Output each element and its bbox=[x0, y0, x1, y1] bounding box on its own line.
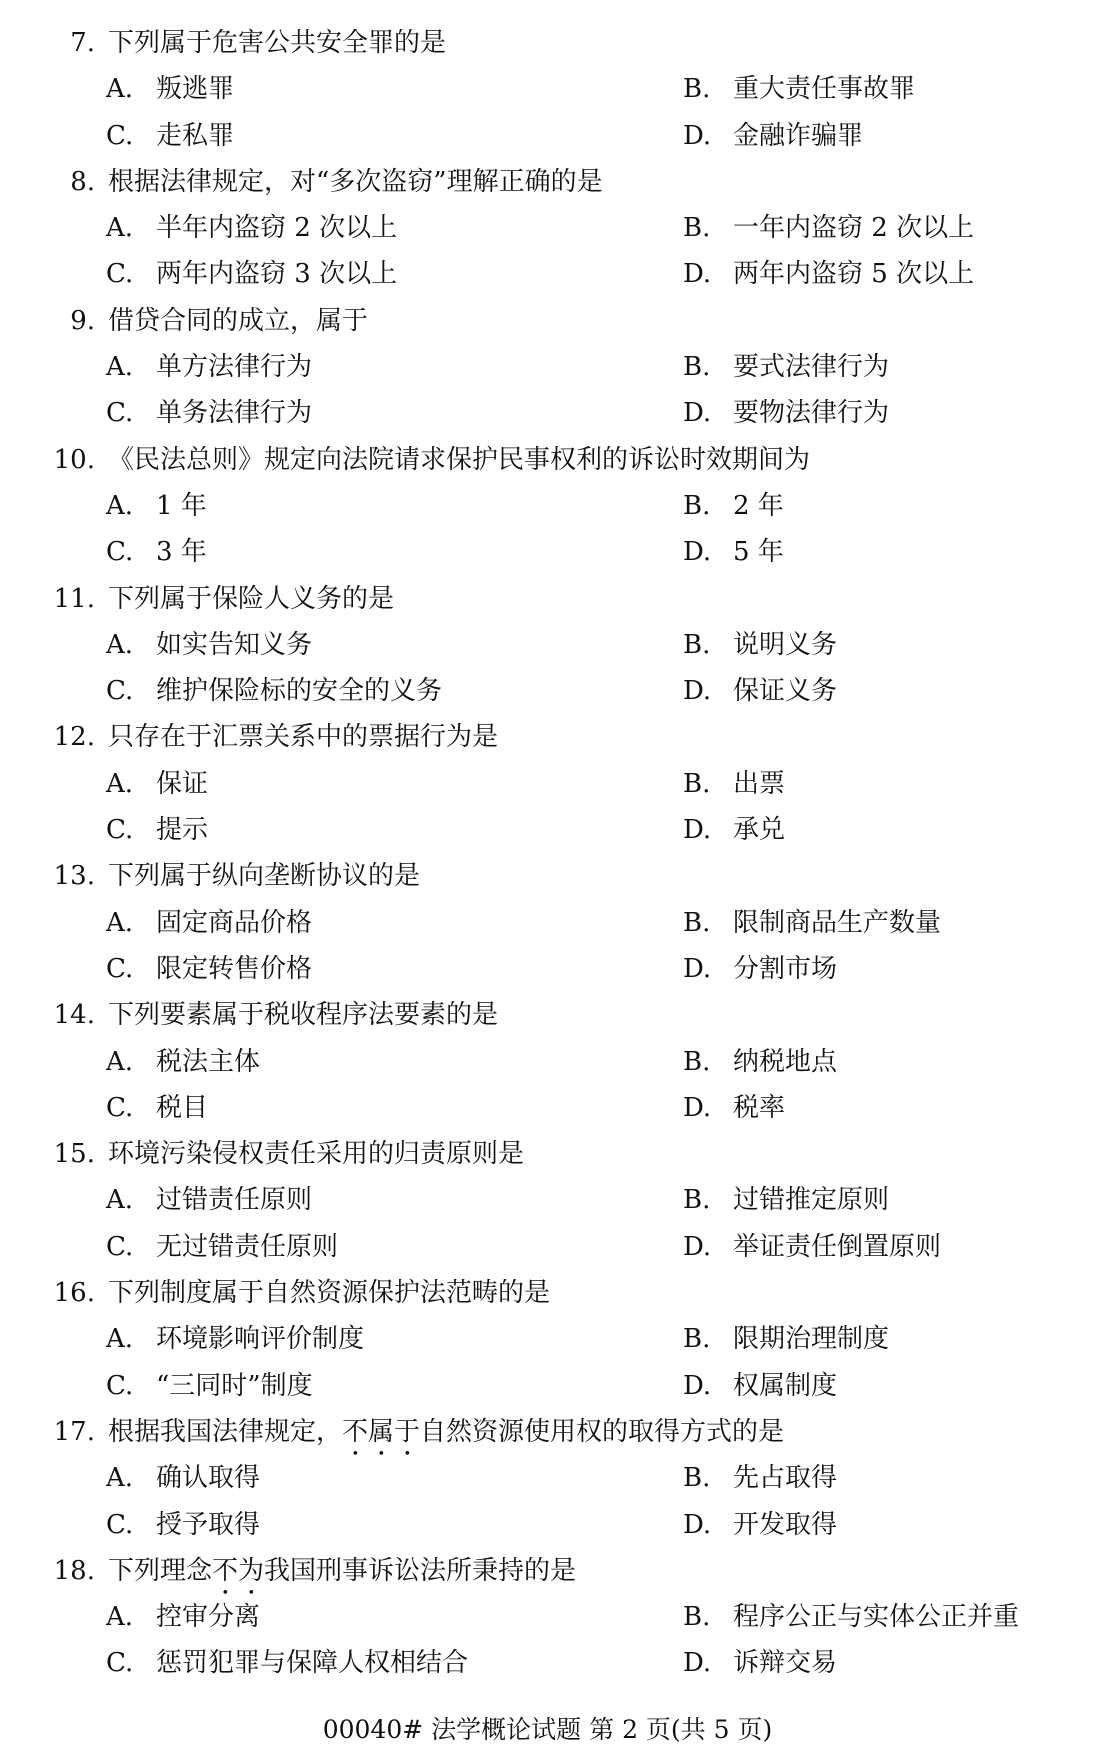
option-text: 无过错责任原则 bbox=[156, 1231, 339, 1262]
answer-option bbox=[106, 1640, 468, 1686]
option-label: D. bbox=[683, 259, 712, 290]
question-line bbox=[0, 298, 1095, 344]
option-label: C. bbox=[106, 1370, 134, 1401]
question-block bbox=[0, 159, 1095, 298]
option-label: C. bbox=[106, 1648, 134, 1679]
option-label: C. bbox=[106, 1231, 134, 1262]
answer-option bbox=[106, 1039, 260, 1085]
option-label: D. bbox=[683, 537, 712, 568]
option-label: D. bbox=[683, 398, 712, 429]
option-text: 税法主体 bbox=[156, 1046, 261, 1077]
option-text: 分割市场 bbox=[733, 953, 838, 984]
option-label: D. bbox=[683, 1092, 712, 1123]
answer-option bbox=[683, 1594, 1019, 1640]
option-row bbox=[0, 483, 1095, 529]
question-block bbox=[0, 20, 1095, 159]
question-line bbox=[0, 437, 1095, 483]
question-number: 18. bbox=[53, 1555, 95, 1586]
question-text bbox=[108, 853, 420, 899]
option-row bbox=[0, 1316, 1095, 1362]
answer-option bbox=[106, 1177, 312, 1223]
option-text: 半年内盗窃 2 次以上 bbox=[156, 213, 398, 244]
question-text-pre: 下列要素属于税收程序法要素的是 bbox=[108, 1000, 499, 1031]
option-text: 程序公正与实体公正并重 bbox=[733, 1602, 1020, 1633]
option-text: 单方法律行为 bbox=[156, 352, 313, 383]
exam-page bbox=[0, 20, 1095, 1687]
option-text: 要式法律行为 bbox=[733, 352, 890, 383]
answer-option bbox=[683, 1640, 837, 1686]
option-text: “三同时”制度 bbox=[156, 1370, 313, 1401]
option-row bbox=[0, 1039, 1095, 1085]
question-line bbox=[0, 1409, 1095, 1455]
option-text: 过错责任原则 bbox=[156, 1185, 313, 1216]
option-label: B. bbox=[683, 1602, 711, 1633]
option-text: 控审分离 bbox=[156, 1602, 261, 1633]
answer-option bbox=[106, 251, 397, 297]
option-text: 说明义务 bbox=[733, 629, 838, 660]
answer-option bbox=[106, 1085, 208, 1131]
answer-option bbox=[106, 483, 207, 529]
option-text: 5 年 bbox=[733, 537, 784, 568]
option-row bbox=[0, 1085, 1095, 1131]
option-row bbox=[0, 344, 1095, 390]
question-text bbox=[108, 1131, 524, 1177]
option-label: B. bbox=[683, 907, 711, 938]
option-label: C. bbox=[106, 676, 134, 707]
option-label: B. bbox=[683, 1185, 711, 1216]
option-text: 保证义务 bbox=[733, 676, 838, 707]
option-text: 承兑 bbox=[733, 815, 786, 846]
option-row bbox=[0, 205, 1095, 251]
answer-option bbox=[683, 761, 785, 807]
answer-option bbox=[683, 1502, 837, 1548]
question-block bbox=[0, 1270, 1095, 1409]
question-block bbox=[0, 853, 1095, 992]
answer-option bbox=[683, 205, 974, 251]
option-label: C. bbox=[106, 1092, 134, 1123]
question-line bbox=[0, 159, 1095, 205]
question-text bbox=[108, 1548, 576, 1601]
option-label: D. bbox=[683, 676, 712, 707]
question-number: 15. bbox=[53, 1139, 95, 1170]
question-text-pre: 根据我国法律规定， bbox=[108, 1416, 343, 1447]
question-number: 8. bbox=[70, 166, 95, 197]
question-text-pre: 环境污染侵权责任采用的归责原则是 bbox=[108, 1139, 525, 1170]
question-block bbox=[0, 576, 1095, 715]
option-label: B. bbox=[683, 629, 711, 660]
answer-option bbox=[106, 1502, 260, 1548]
option-text: 要物法律行为 bbox=[733, 398, 890, 429]
option-label: C. bbox=[106, 120, 134, 151]
option-label: B. bbox=[683, 352, 711, 383]
question-block bbox=[0, 1548, 1095, 1687]
question-text-pre: 下列属于危害公共安全罪的是 bbox=[108, 28, 447, 58]
answer-option bbox=[683, 807, 785, 853]
question-number: 7. bbox=[70, 28, 95, 58]
option-row bbox=[0, 113, 1095, 159]
answer-option bbox=[683, 483, 784, 529]
option-text: 授予取得 bbox=[156, 1509, 261, 1540]
question-number: 9. bbox=[70, 305, 95, 336]
question-line bbox=[0, 1131, 1095, 1177]
option-text: 单务法律行为 bbox=[156, 398, 313, 429]
option-label: D. bbox=[683, 120, 712, 151]
option-row bbox=[0, 529, 1095, 575]
option-text: 权属制度 bbox=[733, 1370, 838, 1401]
question-text-pre: 《民法总则》规定向法院请求保护民事权利的诉讼时效期间为 bbox=[108, 444, 811, 475]
option-text: 开发取得 bbox=[733, 1509, 838, 1540]
answer-option bbox=[683, 622, 837, 668]
question-line bbox=[0, 853, 1095, 899]
answer-option bbox=[683, 668, 837, 714]
option-label: A. bbox=[106, 907, 134, 938]
question-text bbox=[108, 437, 810, 483]
option-text: 先占取得 bbox=[733, 1463, 838, 1494]
option-text: 税目 bbox=[156, 1092, 209, 1123]
question-number: 11. bbox=[53, 583, 95, 614]
question-number: 16. bbox=[53, 1278, 95, 1309]
option-row bbox=[0, 668, 1095, 714]
question-text-post: 我国刑事诉讼法所秉持的是 bbox=[264, 1555, 577, 1586]
answer-option bbox=[683, 529, 784, 575]
option-text: 金融诈骗罪 bbox=[733, 120, 864, 151]
option-text: 惩罚犯罪与保障人权相结合 bbox=[156, 1648, 469, 1679]
option-text: 走私罪 bbox=[156, 120, 235, 151]
option-label: D. bbox=[683, 1231, 712, 1262]
question-text-emphasis: 不属于 bbox=[342, 1416, 421, 1447]
question-line bbox=[0, 1548, 1095, 1594]
answer-option bbox=[106, 807, 208, 853]
option-text: 纳税地点 bbox=[733, 1046, 838, 1077]
option-row bbox=[0, 1594, 1095, 1640]
option-label: A. bbox=[106, 629, 134, 660]
answer-option bbox=[106, 1455, 260, 1501]
option-label: A. bbox=[106, 74, 134, 105]
option-text: 出票 bbox=[733, 768, 786, 799]
option-text: 诉辩交易 bbox=[733, 1648, 838, 1679]
question-line bbox=[0, 1270, 1095, 1316]
answer-option bbox=[683, 946, 837, 992]
question-block bbox=[0, 437, 1095, 576]
question-block bbox=[0, 714, 1095, 853]
option-row bbox=[0, 251, 1095, 297]
answer-option bbox=[683, 251, 974, 297]
question-block bbox=[0, 298, 1095, 437]
option-label: A. bbox=[106, 1324, 134, 1355]
option-label: A. bbox=[106, 1602, 134, 1633]
option-label: C. bbox=[106, 259, 134, 290]
question-text-pre: 借贷合同的成立，属于 bbox=[108, 305, 369, 336]
option-label: A. bbox=[106, 768, 134, 799]
answer-option bbox=[106, 113, 234, 159]
answer-option bbox=[106, 1594, 260, 1640]
option-label: A. bbox=[106, 1463, 134, 1494]
page-footer: 00040# 法学概论试题 第 2 页(共 5 页) bbox=[322, 1715, 773, 1744]
answer-option bbox=[106, 1363, 313, 1409]
option-label: A. bbox=[106, 490, 134, 521]
option-row bbox=[0, 390, 1095, 436]
question-text bbox=[108, 20, 446, 66]
option-row bbox=[0, 1502, 1095, 1548]
option-label: B. bbox=[683, 768, 711, 799]
question-text bbox=[108, 1270, 550, 1316]
question-line bbox=[0, 714, 1095, 760]
answer-option bbox=[106, 946, 312, 992]
question-text-pre: 只存在于汇票关系中的票据行为是 bbox=[108, 722, 499, 753]
option-text: 限制商品生产数量 bbox=[733, 907, 942, 938]
option-text: 限期治理制度 bbox=[733, 1324, 890, 1355]
question-block bbox=[0, 992, 1095, 1131]
option-text: 确认取得 bbox=[156, 1463, 261, 1494]
option-label: A. bbox=[106, 352, 134, 383]
question-text-pre: 下列属于保险人义务的是 bbox=[108, 583, 395, 614]
option-row bbox=[0, 900, 1095, 946]
option-label: B. bbox=[683, 490, 711, 521]
option-text: 税率 bbox=[733, 1092, 786, 1123]
question-number: 12. bbox=[53, 722, 95, 753]
option-row bbox=[0, 1224, 1095, 1270]
answer-option bbox=[683, 1224, 941, 1270]
answer-option bbox=[106, 900, 312, 946]
question-text bbox=[108, 576, 394, 622]
option-label: D. bbox=[683, 1370, 712, 1401]
question-text bbox=[108, 298, 368, 344]
answer-option bbox=[106, 205, 397, 251]
option-text: 环境影响评价制度 bbox=[156, 1324, 365, 1355]
answer-option bbox=[683, 1316, 889, 1362]
option-label: D. bbox=[683, 953, 712, 984]
option-label: C. bbox=[106, 1509, 134, 1540]
answer-option bbox=[106, 1224, 338, 1270]
option-text: 1 年 bbox=[156, 490, 207, 521]
question-text-pre: 根据法律规定，对“多次盗窃”理解正确的是 bbox=[108, 166, 603, 197]
option-text: 一年内盗窃 2 次以上 bbox=[733, 213, 975, 244]
answer-option bbox=[106, 1316, 364, 1362]
answer-option bbox=[683, 900, 941, 946]
answer-option bbox=[683, 1363, 837, 1409]
option-text: 保证 bbox=[156, 768, 209, 799]
answer-option bbox=[683, 1177, 889, 1223]
option-label: C. bbox=[106, 537, 134, 568]
answer-option bbox=[683, 1085, 785, 1131]
answer-option bbox=[683, 113, 863, 159]
option-label: A. bbox=[106, 1185, 134, 1216]
option-label: B. bbox=[683, 1046, 711, 1077]
question-text-emphasis: 不为 bbox=[212, 1555, 265, 1586]
option-row bbox=[0, 66, 1095, 112]
answer-option bbox=[106, 622, 312, 668]
option-text: 提示 bbox=[156, 815, 209, 846]
option-text: 两年内盗窃 3 次以上 bbox=[156, 259, 398, 290]
answer-option bbox=[106, 390, 312, 436]
option-text: 叛逃罪 bbox=[156, 74, 235, 105]
question-text-pre: 下列制度属于自然资源保护法范畴的是 bbox=[108, 1278, 551, 1309]
option-label: B. bbox=[683, 1324, 711, 1355]
option-label: B. bbox=[683, 1463, 711, 1494]
option-text: 限定转售价格 bbox=[156, 953, 313, 984]
option-text: 重大责任事故罪 bbox=[733, 74, 916, 105]
question-text bbox=[108, 1409, 784, 1462]
option-text: 过错推定原则 bbox=[733, 1185, 890, 1216]
answer-option bbox=[106, 344, 312, 390]
answer-option bbox=[683, 390, 889, 436]
option-row bbox=[0, 761, 1095, 807]
option-text: 2 年 bbox=[733, 490, 784, 521]
option-label: D. bbox=[683, 1509, 712, 1540]
option-label: A. bbox=[106, 213, 134, 244]
option-row bbox=[0, 1363, 1095, 1409]
answer-option bbox=[683, 66, 915, 112]
option-label: A. bbox=[106, 1046, 134, 1077]
option-label: D. bbox=[683, 1648, 712, 1679]
question-text bbox=[108, 714, 498, 760]
option-text: 维护保险标的安全的义务 bbox=[156, 676, 443, 707]
question-text-pre: 下列属于纵向垄断协议的是 bbox=[108, 861, 421, 892]
answer-option bbox=[106, 668, 442, 714]
option-label: C. bbox=[106, 398, 134, 429]
question-line bbox=[0, 992, 1095, 1038]
option-row bbox=[0, 1455, 1095, 1501]
question-text-pre: 下列理念 bbox=[108, 1555, 213, 1586]
option-row bbox=[0, 1640, 1095, 1686]
answer-option bbox=[106, 761, 208, 807]
option-row bbox=[0, 1177, 1095, 1223]
question-number: 10. bbox=[53, 444, 95, 475]
option-row bbox=[0, 946, 1095, 992]
question-block bbox=[0, 1409, 1095, 1548]
question-line bbox=[0, 20, 1095, 66]
option-row bbox=[0, 807, 1095, 853]
option-label: C. bbox=[106, 953, 134, 984]
answer-option bbox=[683, 1039, 837, 1085]
question-block bbox=[0, 1131, 1095, 1270]
option-text: 3 年 bbox=[156, 537, 207, 568]
answer-option bbox=[106, 529, 207, 575]
option-label: B. bbox=[683, 74, 711, 105]
option-label: D. bbox=[683, 815, 712, 846]
option-label: B. bbox=[683, 213, 711, 244]
question-text bbox=[108, 159, 603, 205]
question-text-post: 自然资源使用权的取得方式的是 bbox=[420, 1416, 785, 1447]
question-line bbox=[0, 576, 1095, 622]
option-label: C. bbox=[106, 815, 134, 846]
question-text bbox=[108, 992, 498, 1038]
option-text: 如实告知义务 bbox=[156, 629, 313, 660]
question-number: 17. bbox=[53, 1416, 95, 1447]
option-text: 举证责任倒置原则 bbox=[733, 1231, 942, 1262]
question-number: 14. bbox=[53, 1000, 95, 1031]
option-text: 两年内盗窃 5 次以上 bbox=[733, 259, 975, 290]
answer-option bbox=[683, 344, 889, 390]
answer-option bbox=[106, 66, 234, 112]
answer-option bbox=[683, 1455, 837, 1501]
option-row bbox=[0, 622, 1095, 668]
question-number: 13. bbox=[53, 861, 95, 892]
option-text: 固定商品价格 bbox=[156, 907, 313, 938]
